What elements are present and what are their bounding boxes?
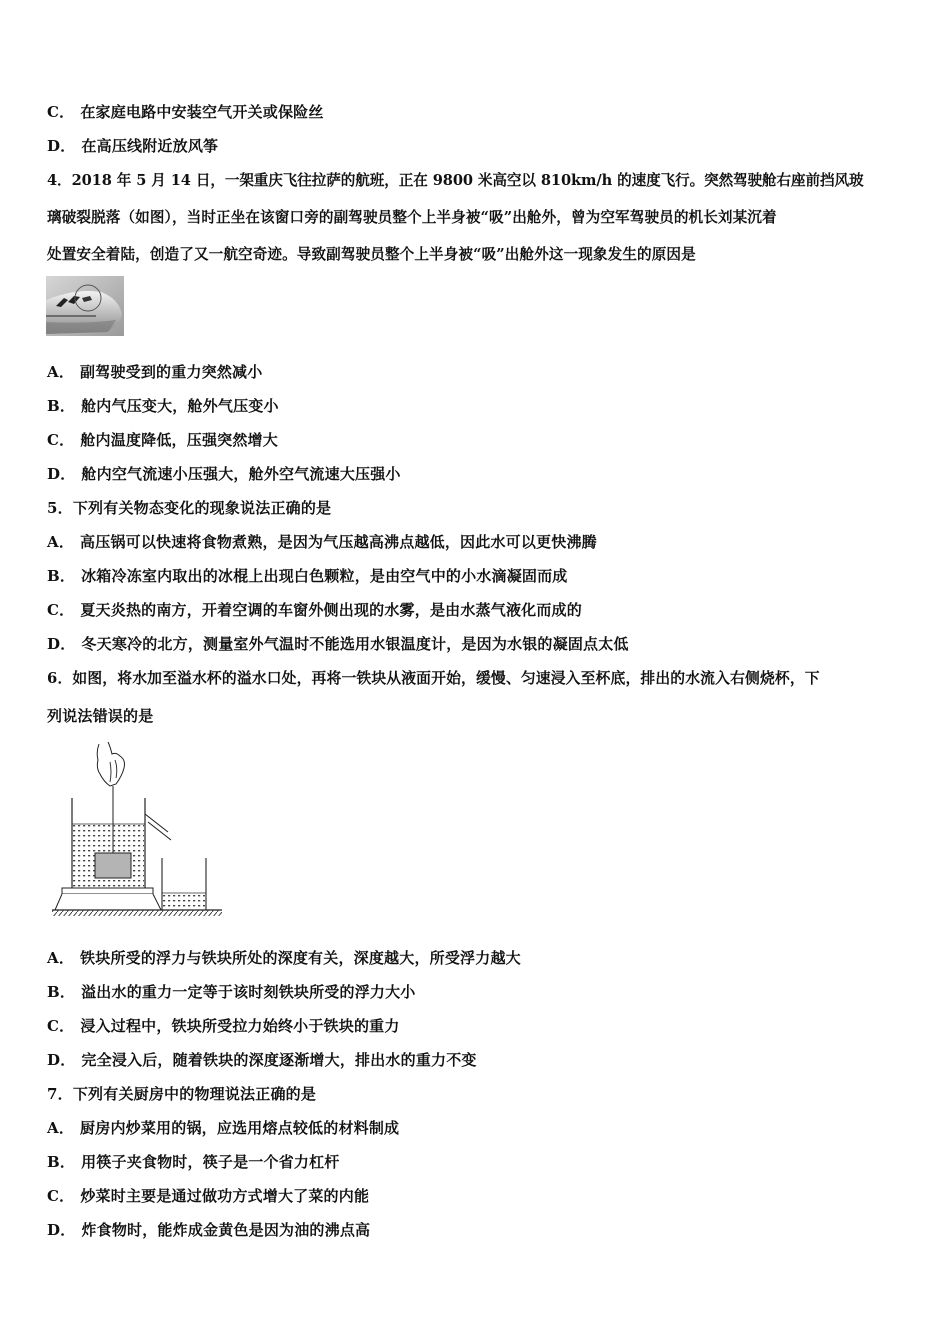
q4-stem-line-3: 处置安全着陆，创造了又一航空奇迹。导致副驾驶员整个上半身被“吸”出舱外这一现象发生的原因是 <box>47 246 696 263</box>
q7-option-b: B． 用筷子夹食物时，筷子是一个省力杠杆 <box>47 1153 340 1171</box>
q7-option-d: D． 炸食物时，能炸成金黄色是因为油的沸点高 <box>47 1221 371 1239</box>
q5-stem: 5．下列有关物态变化的现象说法正确的是 <box>47 499 332 517</box>
q6-option-d: D． 完全浸入后，随着铁块的深度逐渐增大，排出水的重力不变 <box>47 1051 477 1069</box>
q7-option-a: A． 厨房内炒菜用的锅，应选用熔点较低的材料制成 <box>47 1119 400 1137</box>
q4-option-a: A． 副驾驶受到的重力突然减小 <box>47 363 263 381</box>
q7-stem: 7．下列有关厨房中的物理说法正确的是 <box>47 1085 317 1103</box>
q3-option-d: D． 在高压线附近放风筝 <box>47 137 219 155</box>
q7-option-c: C． 炒菜时主要是通过做功方式增大了菜的内能 <box>47 1187 370 1205</box>
q3-option-c: C． 在家庭电路中安装空气开关或保险丝 <box>47 103 324 121</box>
q6-stem-line-2: 列说法错误的是 <box>47 707 154 725</box>
q6-option-a: A． 铁块所受的浮力与铁块所处的深度有关，深度越大，所受浮力越大 <box>47 949 521 967</box>
overflow-cup-diagram <box>52 738 222 916</box>
q5-option-a: A． 高压锅可以快速将食物煮熟，是因为气压越高沸点越低，因此水可以更快沸腾 <box>47 533 597 551</box>
q5-option-d: D． 冬天寒冷的北方，测量室外气温时不能选用水银温度计，是因为水银的凝固点太低 <box>47 635 629 653</box>
q4-stem-line-2: 璃破裂脱落（如图），当时正坐在该窗口旁的副驾驶员整个上半身被“吸”出舱外，曾为空军驾驶员的机长刘某沉着 <box>47 209 777 226</box>
q4-option-d: D． 舱内空气流速小压强大，舱外空气流速大压强小 <box>47 465 401 483</box>
airplane-cockpit-photo <box>46 276 124 336</box>
q6-option-c: C． 浸入过程中，铁块所受拉力始终小于铁块的重力 <box>47 1017 400 1035</box>
q4-stem-line-1: 4．2018 年 5 月 14 日，一架重庆飞往拉萨的航班，正在 9800 米高空以 810km/h 的速度飞行。突然驾驶舱右座前挡风玻 <box>47 172 864 189</box>
q4-option-c: C． 舱内温度降低，压强突然增大 <box>47 431 278 449</box>
q6-option-b: B． 溢出水的重力一定等于该时刻铁块所受的浮力大小 <box>47 983 416 1001</box>
q5-option-b: B． 冰箱冷冻室内取出的冰棍上出现白色颗粒，是由空气中的小水滴凝固而成 <box>47 567 568 585</box>
q5-option-c: C． 夏天炎热的南方，开着空调的车窗外侧出现的水雾，是由水蒸气液化而成的 <box>47 601 582 619</box>
q4-option-b: B． 舱内气压变大，舱外气压变小 <box>47 397 279 415</box>
q6-stem-line-1: 6．如图，将水加至溢水杯的溢水口处，再将一铁块从液面开始，缓慢、匀速浸入至杯底，排出的水流入右侧烧杯，下 <box>47 670 820 687</box>
